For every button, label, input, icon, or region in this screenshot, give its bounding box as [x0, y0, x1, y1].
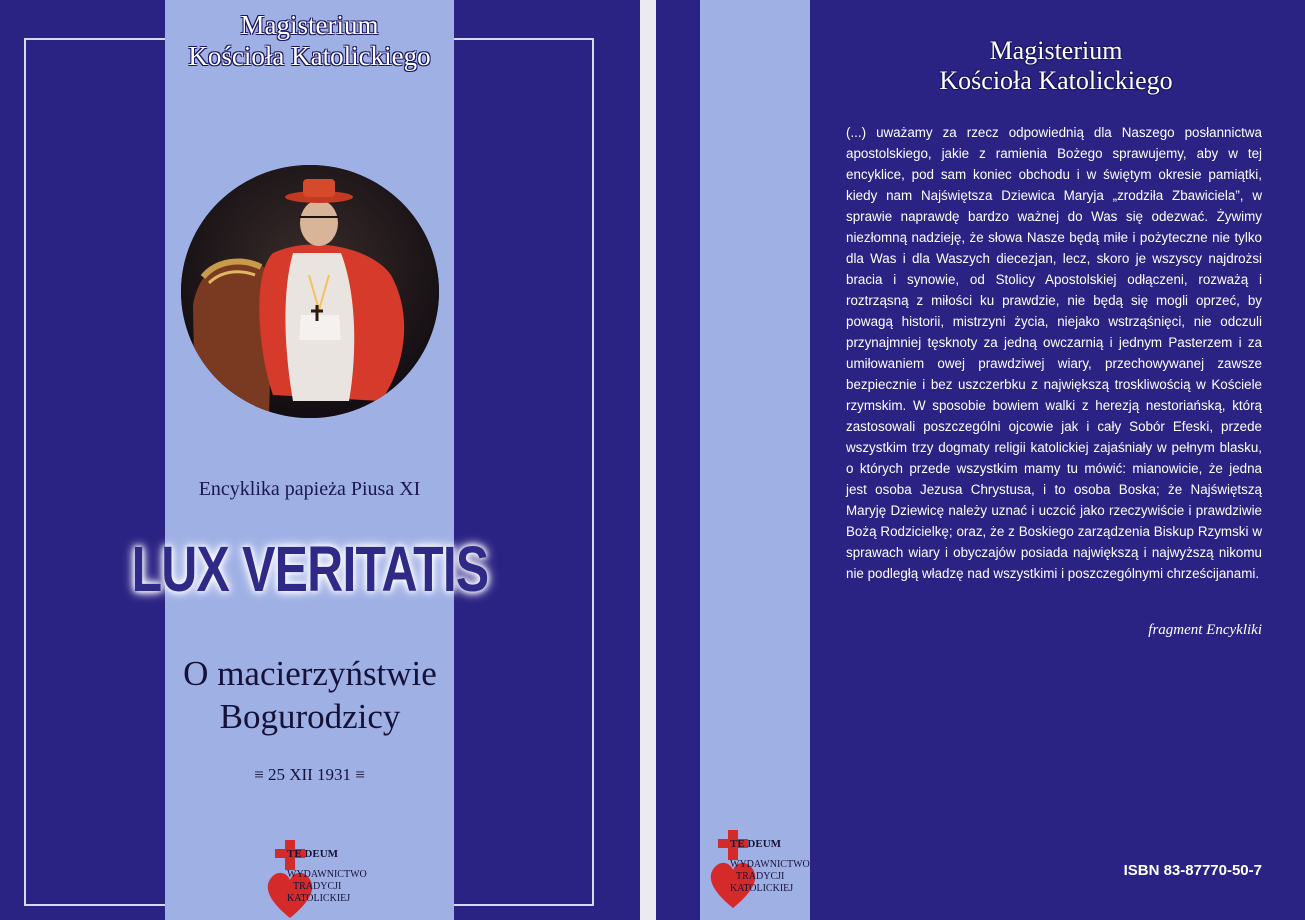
- back-publisher-name: [730, 838, 810, 895]
- page-gutter: [640, 0, 656, 920]
- series-title: [165, 10, 454, 72]
- publisher-name: [287, 848, 367, 905]
- back-series-title: [866, 36, 1246, 96]
- back-publisher-logo: [708, 830, 818, 910]
- front-cover: [0, 0, 640, 920]
- excerpt-attribution: fragment Encykliki: [1148, 622, 1262, 638]
- publisher-logo: [265, 840, 375, 920]
- publisher-line1: TE DEUM: [287, 848, 339, 860]
- encyclical-label: Encyklika papieża Piusa XI: [198, 478, 421, 500]
- subtitle-line1: O macierzyństwie: [183, 654, 437, 693]
- publisher-line3: TRADYCJI: [293, 881, 342, 893]
- back-cover-band: [700, 0, 810, 920]
- encyclical-excerpt: (...) uważamy za rzecz odpowiednią dla Naszego posłannictwa apostolskiego, jakie z ramienia Bożego sprawujemy, aby w tej encyklice, pod sam koniec obchodu i w świętym okresie pamiątki, kiedy nam Najświętsza Dziewica Maryja „zrodziła Zbawiciela”, w sprawie naprawdę bardzo ważnej do Was się odezwać. Żywimy niezłomną nadzieję, że słowa Nasze będą miłe i pożyteczne nie tylko dla Was i dla Waszych diecezjan, lecz, skoro je wszyscy najdrożsi bracia i synowie, od Stolicy Apostolskiej odłączeni, rozważą i roztrząsną z miłości ku prawdzie, nie będą się mogli oprzeć, by powagą historii, mistrzyni życia, niejako wstrząśnięci, nie odczuli przynajmniej tęsknoty za jedną owczarnią i jednym Pasterzem i za umiłowaniem owej prawdziwej wiary, przechowywanej zawsze bezpiecznie i bez uszczerbku z największą troskliwością w Kościele rzymskim. W sposobie bowiem walki z herezją nestoriańską, którą zastosowali poszczególni ojcowie jak i cały Sobór Efeski, przede wszystkim trzy dogmaty religii katolickiej zajaśniały w pełnym blasku, o których przede wszystkim mamy tu mówić: mianowicie, że jedna jest osoba Jezusa Chrystusa, i to osoba Boska; że Najświętszą Maryję Dziewicę należy uznać i uczcić jako rzeczywiście i prawdziwie Bożą Rodzicielkę; oraz, że z Boskiego zarządzenia Biskup Rzymski w sprawach wiary i obyczajów posiada największą i najwyższą nikomu nie podległą władzę nad wszystkimi i poszczególnymi chrześcijanami.: [846, 125, 1262, 581]
- publisher-line4: KATOLICKIEJ: [287, 893, 351, 905]
- pope-portrait-icon: [181, 165, 439, 418]
- back-series-title-line1: Magisterium: [989, 36, 1123, 65]
- series-title-line2: Kościoła Katolickiego: [188, 41, 431, 72]
- back-publisher-line4: KATOLICKIEJ: [730, 883, 794, 895]
- isbn-number: ISBN 83-87770-50-7: [1123, 862, 1262, 879]
- back-publisher-line2: WYDAWNICTWO: [730, 859, 810, 871]
- back-series-title-line2: Kościoła Katolickiego: [939, 65, 1173, 95]
- series-title-line1: Magisterium: [240, 10, 379, 40]
- book-title: LUX VERITATIS: [131, 533, 489, 605]
- publisher-line2: WYDAWNICTWO: [287, 869, 367, 881]
- back-cover: [656, 0, 1305, 920]
- portrait-illustration: [181, 165, 439, 418]
- subtitle-line2: Bogurodzicy: [219, 697, 401, 737]
- book-subtitle: [120, 652, 500, 738]
- encyclical-date: ≡ 25 XII 1931 ≡: [254, 765, 365, 784]
- back-publisher-line1: TE DEUM: [730, 838, 782, 850]
- back-publisher-line3: TRADYCJI: [736, 871, 785, 883]
